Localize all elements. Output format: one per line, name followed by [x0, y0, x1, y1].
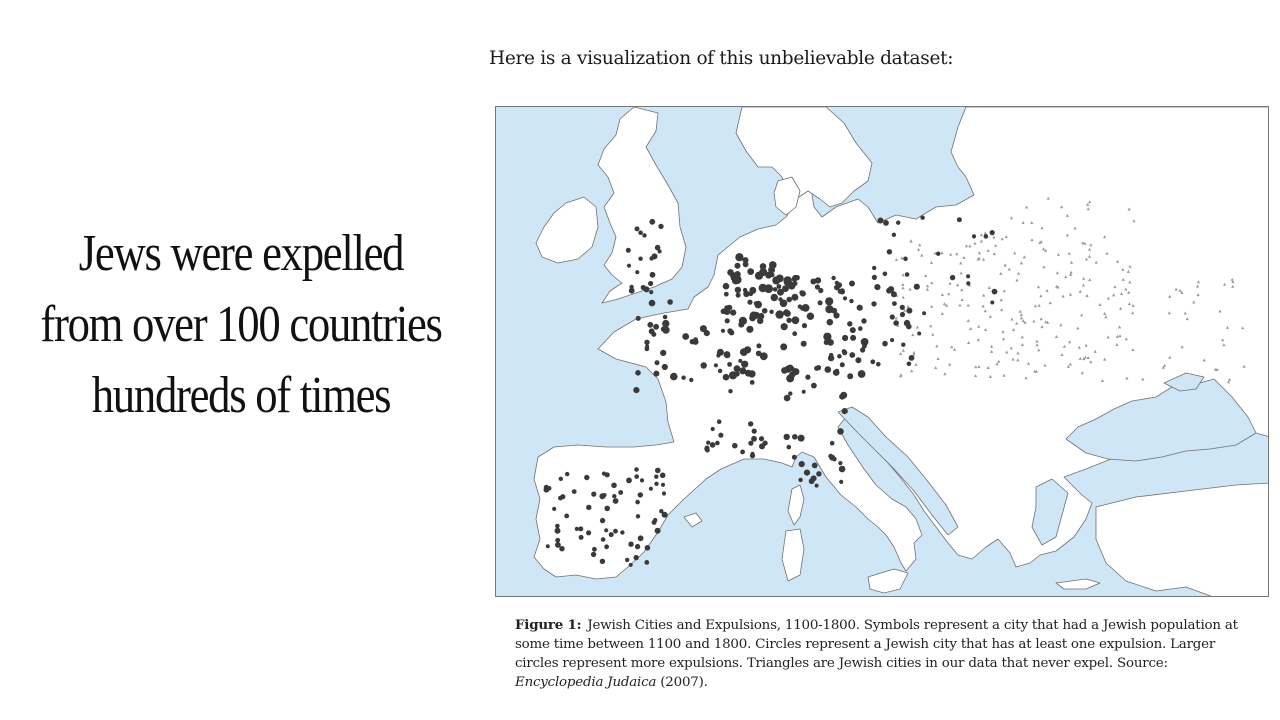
expulsion-circle — [649, 290, 653, 294]
expulsion-circle — [990, 230, 995, 235]
expulsion-circle — [892, 233, 896, 237]
expulsion-circle — [591, 492, 596, 497]
expulsion-circle — [786, 297, 792, 303]
expulsion-circle — [901, 343, 905, 347]
expulsion-circle — [662, 326, 669, 333]
expulsion-circle — [900, 312, 905, 317]
expulsion-circle — [600, 518, 605, 523]
expulsion-circle — [628, 542, 633, 547]
expulsion-circle — [874, 284, 880, 290]
expulsion-circle — [805, 375, 810, 380]
expulsion-circle — [706, 441, 710, 445]
expulsion-circle — [705, 448, 710, 453]
expulsion-circle — [814, 366, 819, 371]
expulsion-circle — [917, 332, 921, 336]
expulsion-circle — [842, 408, 848, 414]
expulsion-circle — [728, 389, 732, 393]
expulsion-circle — [715, 441, 720, 446]
expulsion-circle — [922, 311, 926, 315]
expulsion-circle — [743, 261, 749, 267]
expulsion-circle — [600, 559, 605, 564]
expulsion-circle — [830, 441, 835, 446]
expulsion-circle — [893, 320, 899, 326]
expulsion-circle — [828, 454, 833, 459]
expulsion-circle — [743, 291, 749, 297]
expulsion-circle — [870, 359, 875, 364]
expulsion-circle — [781, 367, 788, 374]
expulsion-circle — [640, 478, 644, 482]
expulsion-circle — [872, 275, 877, 280]
expulsion-circle — [759, 284, 767, 292]
expulsion-circle — [920, 216, 924, 220]
expulsion-circle — [592, 547, 597, 552]
intro-text: Here is a visualization of this unbelievable dataset: — [489, 48, 954, 69]
expulsion-circle — [653, 324, 659, 330]
expulsion-circle — [564, 514, 569, 519]
expulsion-circle — [556, 538, 561, 543]
expulsion-circle — [730, 310, 736, 316]
expulsion-circle — [700, 325, 707, 332]
expulsion-circle — [818, 300, 823, 305]
expulsion-circle — [747, 268, 754, 275]
expulsion-circle — [857, 305, 863, 311]
expulsion-circle — [839, 394, 845, 400]
expulsion-circle — [729, 330, 734, 335]
expulsion-circle — [638, 492, 643, 497]
expulsion-circle — [565, 472, 569, 476]
expulsion-circle — [775, 310, 783, 318]
expulsion-circle — [896, 221, 900, 225]
expulsion-circle — [667, 299, 673, 305]
expulsion-circle — [849, 352, 855, 358]
source-title: Encyclopedia Judaica — [515, 675, 657, 690]
expulsion-circle — [559, 477, 563, 481]
expulsion-circle — [992, 289, 998, 295]
expulsion-circle — [714, 363, 718, 367]
expulsion-circle — [618, 490, 623, 495]
expulsion-circle — [629, 288, 635, 294]
expulsion-circle — [858, 370, 866, 378]
expulsion-circle — [883, 272, 888, 277]
expulsion-circle — [634, 474, 639, 479]
expulsion-circle — [861, 318, 866, 323]
expulsion-circle — [645, 545, 651, 551]
headline-line-2: from over 100 countries — [40, 296, 442, 353]
expulsion-circle — [718, 369, 722, 373]
expulsion-circle — [842, 350, 847, 355]
expulsion-circle — [613, 498, 619, 504]
expulsion-circle — [662, 364, 668, 370]
expulsion-circle — [773, 287, 778, 292]
expulsion-circle — [769, 310, 773, 314]
expulsion-circle — [635, 226, 640, 231]
expulsion-circle — [790, 367, 795, 372]
expulsion-circle — [776, 275, 784, 283]
expulsion-circle — [635, 500, 640, 505]
expulsion-circle — [716, 353, 720, 357]
expulsion-circle — [798, 478, 802, 482]
expulsion-circle — [738, 322, 744, 328]
expulsion-circle — [823, 333, 831, 341]
expulsion-circle — [650, 272, 656, 278]
expulsion-circle — [575, 527, 579, 531]
expulsion-circle — [660, 350, 666, 356]
expulsion-circle — [839, 480, 843, 484]
expulsion-circle — [789, 371, 795, 377]
expulsion-circle — [642, 233, 646, 237]
expulsion-circle — [750, 312, 758, 320]
expulsion-circle — [750, 380, 755, 385]
expulsion-circle — [816, 471, 821, 476]
expulsion-circle — [634, 467, 639, 472]
expulsion-circle — [936, 252, 940, 256]
expulsion-circle — [727, 362, 732, 367]
expulsion-circle — [711, 427, 715, 431]
expulsion-circle — [849, 299, 853, 303]
expulsion-circle — [882, 341, 888, 347]
expulsion-circle — [811, 383, 817, 389]
expulsion-circle — [860, 347, 865, 352]
expulsion-circle — [791, 294, 798, 301]
expulsion-circle — [604, 528, 608, 532]
expulsion-circle — [635, 370, 641, 376]
expulsion-circle — [651, 332, 656, 337]
expulsion-circle — [734, 371, 739, 376]
expulsion-circle — [777, 284, 782, 289]
expulsion-circle — [825, 305, 833, 313]
expulsion-circle — [662, 491, 666, 495]
expulsion-circle — [723, 374, 730, 381]
expulsion-circle — [547, 486, 552, 491]
expulsion-circle — [641, 285, 646, 290]
expulsion-circle — [733, 274, 738, 279]
expulsion-circle — [586, 505, 591, 510]
headline-line-3: hundreds of times — [91, 367, 391, 424]
expulsion-circle — [649, 487, 653, 491]
expulsion-circle — [670, 373, 678, 381]
expulsion-circle — [655, 528, 661, 534]
europe-map — [495, 106, 1269, 597]
figure-label: Figure 1: — [515, 617, 582, 633]
expulsion-circle — [784, 434, 790, 440]
expulsion-circle — [914, 284, 920, 290]
expulsion-circle — [892, 301, 897, 306]
expulsion-circle — [984, 234, 989, 239]
expulsion-circle — [741, 361, 748, 368]
expulsion-circle — [825, 366, 832, 373]
expulsion-circle — [634, 555, 639, 560]
expulsion-circle — [759, 268, 767, 276]
expulsion-circle — [604, 506, 610, 512]
expulsion-circle — [555, 524, 560, 529]
expulsion-circle — [546, 544, 550, 548]
expulsion-circle — [754, 301, 758, 305]
expulsion-circle — [950, 275, 955, 280]
expulsion-circle — [837, 354, 842, 359]
expulsion-circle — [732, 443, 738, 449]
expulsion-circle — [871, 301, 876, 306]
expulsion-circle — [855, 357, 861, 363]
expulsion-circle — [629, 563, 633, 567]
expulsion-circle — [572, 489, 577, 494]
expulsion-circle — [701, 362, 707, 368]
expulsion-circle — [907, 362, 912, 367]
expulsion-circle — [633, 387, 639, 393]
expulsion-circle — [653, 371, 659, 377]
expulsion-circle — [660, 473, 666, 479]
expulsion-circle — [740, 348, 748, 356]
expulsion-circle — [658, 224, 663, 229]
expulsion-circle — [613, 529, 618, 534]
expulsion-circle — [649, 300, 656, 307]
expulsion-circle — [560, 494, 565, 499]
expulsion-circle — [798, 435, 805, 442]
expulsion-circle — [850, 327, 856, 333]
expulsion-circle — [662, 320, 669, 327]
expulsion-circle — [833, 312, 839, 318]
expulsion-circle — [655, 360, 660, 365]
expulsion-circle — [603, 493, 607, 497]
expulsion-circle — [751, 452, 755, 456]
expulsion-circle — [638, 230, 643, 235]
expulsion-circle — [788, 391, 792, 395]
expulsion-circle — [655, 468, 661, 474]
expulsion-circle — [888, 286, 894, 292]
expulsion-circle — [625, 558, 629, 562]
headline-line-1: Jews were expelled — [78, 225, 404, 282]
expulsion-circle — [654, 482, 658, 486]
expulsion-circle — [837, 428, 844, 435]
expulsion-circle — [578, 526, 583, 531]
expulsion-circle — [652, 520, 657, 525]
expulsion-circle — [906, 324, 912, 330]
expulsion-circle — [972, 234, 976, 238]
expulsion-circle — [724, 351, 731, 358]
expulsion-circle — [770, 273, 775, 278]
expulsion-circle — [638, 535, 644, 541]
expulsion-circle — [872, 266, 876, 270]
expulsion-circle — [802, 390, 806, 394]
expulsion-circle — [609, 532, 614, 537]
expulsion-circle — [648, 281, 653, 286]
expulsion-circle — [636, 514, 640, 518]
expulsion-circle — [809, 478, 815, 484]
expulsion-circle — [792, 316, 800, 324]
expulsion-circle — [799, 290, 804, 295]
expulsion-circle — [723, 283, 730, 290]
expulsion-circle — [601, 537, 606, 542]
expulsion-circle — [725, 318, 730, 323]
expulsion-circle — [555, 528, 561, 534]
expulsion-circle — [781, 323, 788, 330]
expulsion-circle — [778, 297, 782, 301]
expulsion-circle — [883, 220, 889, 226]
expulsion-circle — [591, 552, 596, 557]
expulsion-circle — [727, 269, 734, 276]
expulsion-circle — [748, 441, 753, 446]
expulsion-circle — [847, 373, 853, 379]
expulsion-circle — [762, 308, 768, 314]
expulsion-circle — [784, 276, 792, 284]
expulsion-circle — [655, 245, 661, 251]
expulsion-circle — [826, 299, 830, 303]
expulsion-circle — [620, 530, 624, 534]
expulsion-circle — [759, 443, 765, 449]
expulsion-circle — [690, 339, 695, 344]
expulsion-circle — [756, 343, 761, 348]
expulsion-circle — [626, 248, 631, 253]
expulsion-circle — [829, 353, 833, 357]
expulsion-circle — [635, 270, 639, 274]
expulsion-circle — [740, 450, 745, 455]
expulsion-circle — [735, 253, 743, 261]
expulsion-circle — [966, 281, 970, 285]
expulsion-circle — [858, 326, 863, 331]
expulsion-circle — [768, 266, 775, 273]
expulsion-circle — [552, 507, 556, 511]
expulsion-circle — [876, 362, 881, 367]
map-canvas — [496, 107, 1269, 597]
expulsion-circle — [793, 281, 798, 286]
expulsion-circle — [661, 483, 665, 487]
expulsion-circle — [798, 304, 802, 308]
expulsion-circle — [818, 288, 823, 293]
expulsion-circle — [812, 463, 818, 469]
expulsion-circle — [909, 355, 915, 361]
expulsion-circle — [721, 329, 725, 333]
expulsion-circle — [792, 434, 798, 440]
expulsion-circle — [662, 512, 668, 518]
expulsion-circle — [966, 274, 970, 278]
expulsion-circle — [586, 530, 591, 535]
source-year: (2007). — [656, 675, 708, 690]
expulsion-circle — [748, 370, 755, 377]
expulsion-circle — [835, 369, 839, 373]
expulsion-circle — [878, 218, 884, 224]
expulsion-circle — [746, 326, 753, 333]
expulsion-circle — [681, 376, 685, 380]
expulsion-circle — [682, 333, 689, 340]
expulsion-circle — [735, 263, 741, 269]
expulsion-circle — [771, 294, 778, 301]
expulsion-circle — [559, 546, 564, 551]
expulsion-circle — [735, 287, 741, 293]
expulsion-circle — [850, 335, 856, 341]
expulsion-circle — [900, 305, 905, 310]
expulsion-circle — [957, 217, 962, 222]
expulsion-circle — [786, 318, 791, 323]
expulsion-circle — [810, 279, 816, 285]
expulsion-circle — [807, 313, 814, 320]
expulsion-circle — [724, 305, 729, 310]
expulsion-circle — [815, 484, 819, 488]
expulsion-circle — [647, 322, 653, 328]
expulsion-circle — [604, 544, 609, 549]
expulsion-circle — [644, 340, 649, 345]
expulsion-circle — [836, 282, 842, 288]
expulsion-circle — [649, 219, 655, 225]
expulsion-circle — [611, 483, 617, 489]
expulsion-circle — [717, 419, 722, 424]
expulsion-circle — [584, 475, 589, 480]
expulsion-circle — [738, 359, 742, 363]
expulsion-circle — [792, 455, 797, 460]
figure-caption — [515, 616, 1255, 692]
expulsion-circle — [736, 293, 741, 298]
expulsion-circle — [654, 475, 658, 479]
expulsion-circle — [799, 461, 805, 467]
expulsion-circle — [905, 272, 910, 277]
expulsion-circle — [626, 478, 632, 484]
expulsion-circle — [887, 249, 892, 254]
expulsion-circle — [842, 335, 848, 341]
expulsion-circle — [840, 362, 845, 367]
expulsion-circle — [792, 331, 797, 336]
expulsion-circle — [787, 445, 792, 450]
expulsion-circle — [602, 472, 606, 476]
expulsion-circle — [652, 253, 658, 259]
expulsion-circle — [638, 257, 642, 261]
expulsion-circle — [783, 309, 789, 315]
expulsion-circle — [847, 321, 852, 326]
expulsion-circle — [890, 338, 894, 342]
expulsion-circle — [890, 314, 895, 319]
expulsion-circle — [784, 395, 791, 402]
expulsion-circle — [689, 378, 693, 382]
expulsion-circle — [838, 461, 842, 465]
expulsion-circle — [802, 323, 807, 328]
expulsion-circle — [627, 264, 631, 268]
expulsion-circle — [849, 281, 855, 287]
expulsion-circle — [645, 344, 649, 348]
expulsion-circle — [782, 285, 789, 292]
expulsion-circle — [635, 544, 640, 549]
caption-text: Jewish Cities and Expulsions, 1100-1800. Symbols represent a city that had a Jewish population at some time between 1100 and 1800. Circles represent a Jewish city that has at least one expulsion. Larger circles represent more expulsions. Triangles are Jewish cities in our data that never expel. Source: — [515, 618, 1238, 671]
expulsion-circle — [752, 429, 757, 434]
expulsion-circle — [710, 442, 716, 448]
expulsion-circle — [644, 560, 649, 565]
expulsion-circle — [827, 319, 834, 326]
expulsion-circle — [906, 308, 912, 314]
expulsion-circle — [663, 315, 668, 320]
expulsion-circle — [839, 466, 846, 473]
expulsion-circle — [794, 275, 800, 281]
expulsion-circle — [831, 276, 835, 280]
expulsion-circle — [579, 535, 584, 540]
expulsion-circle — [804, 470, 810, 476]
expulsion-circle — [903, 257, 908, 262]
expulsion-circle — [612, 494, 616, 498]
expulsion-circle — [756, 351, 762, 357]
expulsion-circle — [843, 296, 847, 300]
slide-headline — [34, 218, 449, 431]
expulsion-circle — [636, 316, 641, 321]
expulsion-circle — [751, 436, 757, 442]
expulsion-circle — [780, 343, 787, 350]
expulsion-circle — [759, 436, 764, 441]
expulsion-circle — [748, 421, 753, 426]
expulsion-circle — [718, 433, 723, 438]
expulsion-circle — [990, 301, 994, 305]
expulsion-circle — [802, 304, 810, 312]
expulsion-circle — [555, 542, 561, 548]
expulsion-circle — [747, 300, 752, 305]
expulsion-circle — [801, 341, 807, 347]
expulsion-circle — [724, 292, 729, 297]
